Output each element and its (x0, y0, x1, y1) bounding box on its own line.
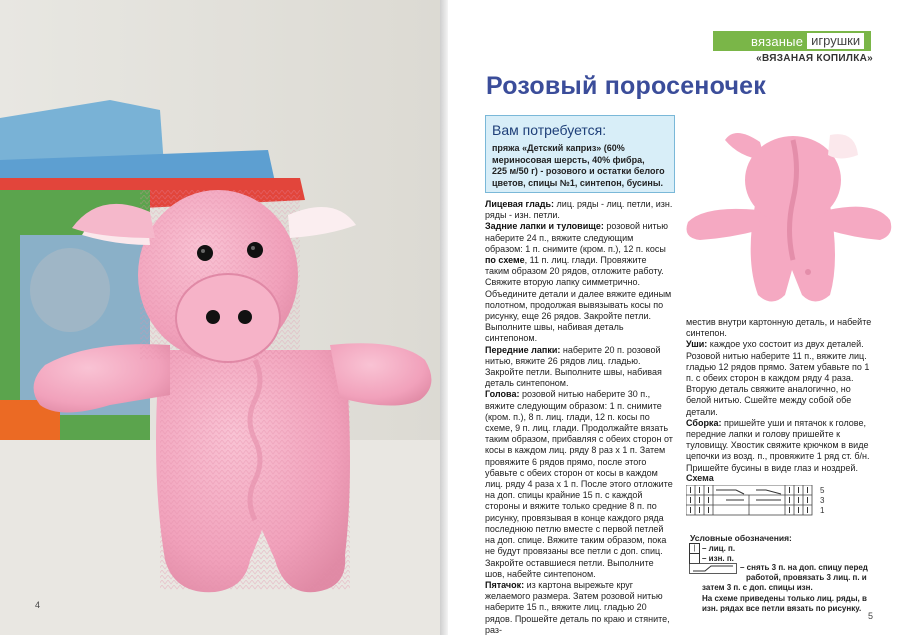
materials-heading: Вам потребуется: (492, 122, 607, 138)
paragraph: Лицевая гладь: лиц. ряды - лиц. петли, изн. ряды - изн. петли. (485, 199, 673, 221)
knitted-pig-photo (0, 0, 440, 635)
legend-cable-line: – снять 3 п. на доп. спицу перед (740, 563, 868, 572)
instructions-column-left (485, 199, 673, 635)
photo-page (0, 0, 440, 635)
materials-box (485, 115, 675, 193)
row-number: 5 (820, 486, 825, 495)
paragraph: Сборка: пришейте уши и пятачок к голове, передние лапки и голову пришейте к туловищу. Хвостик свяжите крючком в виде цепочки из возд. п., провяжите 1 ряд ст. б/н. Пришейте бусины в виде глаз и ноздрей. (686, 417, 870, 473)
book-gutter (440, 0, 448, 635)
legend-note: На схеме приведены только лиц. ряды, в изн. рядах все петли вязать по рисунку. (702, 594, 867, 613)
legend-title: Условные обозначения: (690, 533, 792, 543)
paragraph: Пятачок: из картона вырежьте круг желаемого размера. Затем розовой нитью наберите 15 п., вяжите лиц. гладью 20 рядов. Прошейте деталь по краю и стяните, раз- (485, 579, 670, 635)
header-subtitle: «ВЯЗАНАЯ КОПИЛКА» (756, 53, 873, 64)
paragraph: местив внутри картонную деталь, и набейте синтепон. (686, 317, 872, 339)
materials-line: мериносовая шерсть, 40% фибра, (492, 154, 645, 165)
knit-stitch-symbol: | (689, 543, 700, 554)
cable-symbol (689, 563, 737, 575)
text-page (448, 0, 899, 635)
materials-line: 225 м/50 г) - розового и остатки белого (492, 166, 665, 176)
header-category-b: игрушки (807, 33, 864, 49)
materials-line: пряжа «Детский каприз» (60% (492, 143, 625, 153)
pig-back-photo (680, 100, 895, 310)
legend-item-purl: – изн. п. (702, 554, 734, 563)
row-number: 1 (820, 506, 825, 515)
legend-item-knit: – лиц. п. (702, 544, 736, 553)
page-number-right: 5 (868, 611, 874, 621)
paragraph: Задние лапки и туловище: розовой нитью наберите 24 п., вяжите следующим образом: 1 п. снимите (кром. п.), 12 п. косы по схеме, 11 п. лиц. глади. Провяжите таким образом 20 рядов, отложите работу. Свяжите вторую лапку симметрично. Объедините детали и далее вяжите единым полотном, продолжая вывязывать косы по рисунку, еще 26 рядов. Закройте петли. Выполните швы, набивая деталь синтепоном. (485, 221, 672, 344)
paragraph: Голова: розовой нитью наберите 30 п., вяжите следующим образом: 1 п. снимите (кром. п.), 8 п. лиц. глади, 12 п. косы по схеме, 9 п. лиц. глади. Продолжайте вязать таким образом, прибавляя с обеих сторон от косы в каждом лиц. ряду 8 раз х 1 п. Затем провяжите 6 рядов прямо, после этого убавьте с обеих сторон от косы в каждом лиц. ряду 4 раза х 1 п. После этого отложите на доп. спицы крайние 15 п. с каждой стороны и вяжите только средние 8 п. по рисунку, провязывая в конце каждого ряда последнюю петлю вместе с первой петлей на доп. спице. Вяжите таким образом, пока не будут провязаны все петли с доп. спиц. Закройте оставшиеся петли. Выполните шов, набейте синтепоном. (485, 389, 673, 579)
paragraph: Уши: каждое ухо состоит из двух деталей. Розовой нитью наберите 11 п., вяжите лиц. гладью 12 рядов прямо. Затем убавьте по 1 п. с обеих сторон в каждом ряду 4 раза. Вторую деталь свяжите аналогично, но белой нитью. Сшейте между собой обе детали. (686, 339, 870, 417)
legend-cable-line: затем 3 п. с доп. спицы изн. (702, 583, 813, 592)
row-number: 3 (820, 496, 825, 505)
schema-title: Схема (686, 473, 714, 483)
page-title: Розовый поросеночек (486, 72, 766, 100)
materials-line: цветов, спицы №1, синтепон, бусины. (492, 177, 664, 188)
page-number-left: 4 (35, 600, 41, 610)
materials-text (492, 143, 672, 189)
header-category-a: вязаные (751, 33, 804, 49)
section-header (713, 31, 871, 51)
cable-chart (686, 485, 886, 525)
legend-cable-line: работой, провязать 3 лиц. п. и (746, 573, 867, 582)
paragraph: Передние лапки: наберите 20 п. розовой нитью, вяжите 26 рядов лиц. гладью. Закройте петли. Выполните швы, набивая деталь синтепоном. (485, 344, 662, 389)
instructions-column-right (686, 317, 876, 474)
